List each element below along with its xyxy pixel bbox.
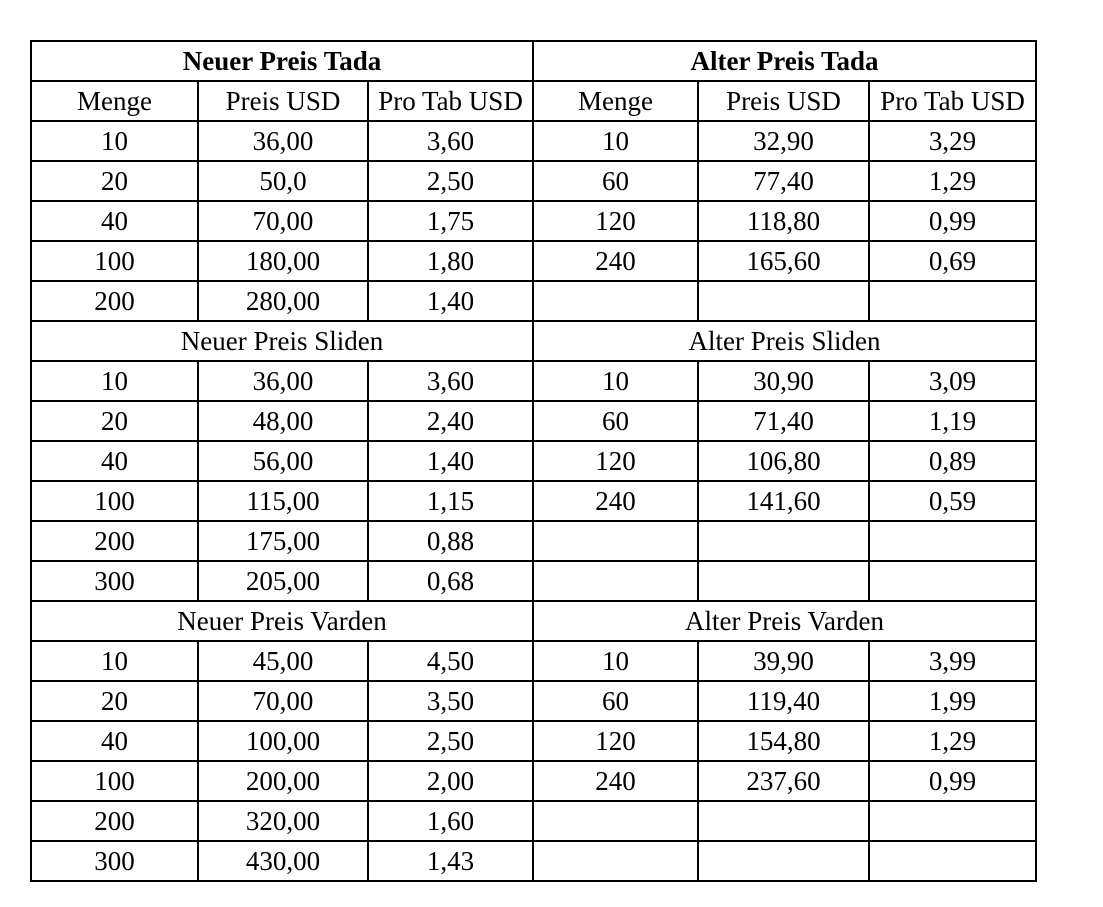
table-row (31, 481, 1036, 521)
pro-tab-usd-cell: 1,80 (368, 241, 533, 281)
pro-tab-usd-cell: 1,29 (869, 721, 1036, 761)
section-title-right: Alter Preis Varden (533, 601, 1036, 641)
empty-cell (869, 801, 1036, 841)
menge-cell: 10 (533, 361, 698, 401)
table-row (31, 281, 1036, 321)
table-row (31, 441, 1036, 481)
empty-cell (698, 521, 869, 561)
menge-cell: 40 (31, 721, 198, 761)
preis-usd-cell: 30,90 (698, 361, 869, 401)
empty-cell (698, 561, 869, 601)
menge-cell: 200 (31, 521, 198, 561)
preis-usd-cell: 280,00 (198, 281, 368, 321)
pro-tab-usd-cell: 1,19 (869, 401, 1036, 441)
table-row (31, 721, 1036, 761)
column-header: Preis USD (198, 81, 368, 121)
section-title-left: Neuer Preis Sliden (31, 321, 533, 361)
pro-tab-usd-cell: 1,40 (368, 281, 533, 321)
preis-usd-cell: 45,00 (198, 641, 368, 681)
column-header: Menge (533, 81, 698, 121)
pro-tab-usd-cell: 2,40 (368, 401, 533, 441)
preis-usd-cell: 77,40 (698, 161, 869, 201)
table-row (31, 241, 1036, 281)
pro-tab-usd-cell: 0,99 (869, 201, 1036, 241)
preis-usd-cell: 100,00 (198, 721, 368, 761)
pro-tab-usd-cell: 1,29 (869, 161, 1036, 201)
pro-tab-usd-cell: 1,15 (368, 481, 533, 521)
pro-tab-usd-cell: 0,69 (869, 241, 1036, 281)
menge-cell: 200 (31, 801, 198, 841)
table-row (31, 401, 1036, 441)
section-title-right: Alter Preis Tada (533, 41, 1036, 81)
empty-cell (869, 561, 1036, 601)
price-comparison-table (30, 40, 1037, 882)
table-row (31, 761, 1036, 801)
preis-usd-cell: 118,80 (698, 201, 869, 241)
table-row (31, 801, 1036, 841)
menge-cell: 300 (31, 561, 198, 601)
pro-tab-usd-cell: 4,50 (368, 641, 533, 681)
menge-cell: 240 (533, 241, 698, 281)
preis-usd-cell: 70,00 (198, 201, 368, 241)
empty-cell (533, 841, 698, 881)
price-table-body (31, 41, 1036, 881)
table-row (31, 561, 1036, 601)
section-title-right: Alter Preis Sliden (533, 321, 1036, 361)
preis-usd-cell: 56,00 (198, 441, 368, 481)
table-row (31, 521, 1036, 561)
pro-tab-usd-cell: 1,75 (368, 201, 533, 241)
empty-cell (698, 801, 869, 841)
column-header: Pro Tab USD (368, 81, 533, 121)
pro-tab-usd-cell: 3,60 (368, 361, 533, 401)
menge-cell: 10 (31, 641, 198, 681)
preis-usd-cell: 36,00 (198, 361, 368, 401)
preis-usd-cell: 119,40 (698, 681, 869, 721)
menge-cell: 120 (533, 201, 698, 241)
empty-cell (869, 281, 1036, 321)
pro-tab-usd-cell: 3,09 (869, 361, 1036, 401)
pro-tab-usd-cell: 0,68 (368, 561, 533, 601)
preis-usd-cell: 154,80 (698, 721, 869, 761)
pro-tab-usd-cell: 0,89 (869, 441, 1036, 481)
table-row (31, 201, 1036, 241)
pro-tab-usd-cell: 1,99 (869, 681, 1036, 721)
menge-cell: 40 (31, 441, 198, 481)
menge-cell: 10 (31, 361, 198, 401)
pro-tab-usd-cell: 1,40 (368, 441, 533, 481)
preis-usd-cell: 50,0 (198, 161, 368, 201)
column-header: Menge (31, 81, 198, 121)
table-row (31, 361, 1036, 401)
pro-tab-usd-cell: 3,50 (368, 681, 533, 721)
menge-cell: 100 (31, 481, 198, 521)
preis-usd-cell: 70,00 (198, 681, 368, 721)
menge-cell: 60 (533, 681, 698, 721)
menge-cell: 240 (533, 761, 698, 801)
section-title-left: Neuer Preis Tada (31, 41, 533, 81)
menge-cell: 20 (31, 681, 198, 721)
menge-cell: 10 (533, 641, 698, 681)
menge-cell: 20 (31, 161, 198, 201)
menge-cell: 120 (533, 721, 698, 761)
menge-cell: 60 (533, 401, 698, 441)
menge-cell: 120 (533, 441, 698, 481)
menge-cell: 100 (31, 761, 198, 801)
empty-cell (698, 281, 869, 321)
pro-tab-usd-cell: 2,50 (368, 161, 533, 201)
pro-tab-usd-cell: 3,29 (869, 121, 1036, 161)
menge-cell: 10 (533, 121, 698, 161)
menge-cell: 20 (31, 401, 198, 441)
table-row (31, 841, 1036, 881)
pro-tab-usd-cell: 2,50 (368, 721, 533, 761)
preis-usd-cell: 106,80 (698, 441, 869, 481)
menge-cell: 60 (533, 161, 698, 201)
pro-tab-usd-cell: 0,99 (869, 761, 1036, 801)
pro-tab-usd-cell: 1,43 (368, 841, 533, 881)
table-row (31, 161, 1036, 201)
empty-cell (533, 281, 698, 321)
preis-usd-cell: 205,00 (198, 561, 368, 601)
menge-cell: 40 (31, 201, 198, 241)
section-title-row (31, 321, 1036, 361)
preis-usd-cell: 175,00 (198, 521, 368, 561)
menge-cell: 240 (533, 481, 698, 521)
preis-usd-cell: 320,00 (198, 801, 368, 841)
column-header: Pro Tab USD (869, 81, 1036, 121)
empty-cell (869, 841, 1036, 881)
preis-usd-cell: 36,00 (198, 121, 368, 161)
preis-usd-cell: 48,00 (198, 401, 368, 441)
menge-cell: 10 (31, 121, 198, 161)
preis-usd-cell: 32,90 (698, 121, 869, 161)
table-row (31, 121, 1036, 161)
section-title-left: Neuer Preis Varden (31, 601, 533, 641)
menge-cell: 300 (31, 841, 198, 881)
preis-usd-cell: 115,00 (198, 481, 368, 521)
preis-usd-cell: 39,90 (698, 641, 869, 681)
menge-cell: 100 (31, 241, 198, 281)
section-title-row (31, 41, 1036, 81)
table-row (31, 681, 1036, 721)
preis-usd-cell: 430,00 (198, 841, 368, 881)
empty-cell (533, 801, 698, 841)
empty-cell (533, 521, 698, 561)
preis-usd-cell: 200,00 (198, 761, 368, 801)
preis-usd-cell: 165,60 (698, 241, 869, 281)
pro-tab-usd-cell: 1,60 (368, 801, 533, 841)
document-page (30, 40, 1037, 882)
pro-tab-usd-cell: 0,59 (869, 481, 1036, 521)
table-row (31, 641, 1036, 681)
preis-usd-cell: 180,00 (198, 241, 368, 281)
preis-usd-cell: 237,60 (698, 761, 869, 801)
pro-tab-usd-cell: 2,00 (368, 761, 533, 801)
pro-tab-usd-cell: 3,60 (368, 121, 533, 161)
pro-tab-usd-cell: 3,99 (869, 641, 1036, 681)
menge-cell: 200 (31, 281, 198, 321)
empty-cell (698, 841, 869, 881)
empty-cell (533, 561, 698, 601)
column-header-row (31, 81, 1036, 121)
preis-usd-cell: 141,60 (698, 481, 869, 521)
column-header: Preis USD (698, 81, 869, 121)
empty-cell (869, 521, 1036, 561)
preis-usd-cell: 71,40 (698, 401, 869, 441)
section-title-row (31, 601, 1036, 641)
pro-tab-usd-cell: 0,88 (368, 521, 533, 561)
